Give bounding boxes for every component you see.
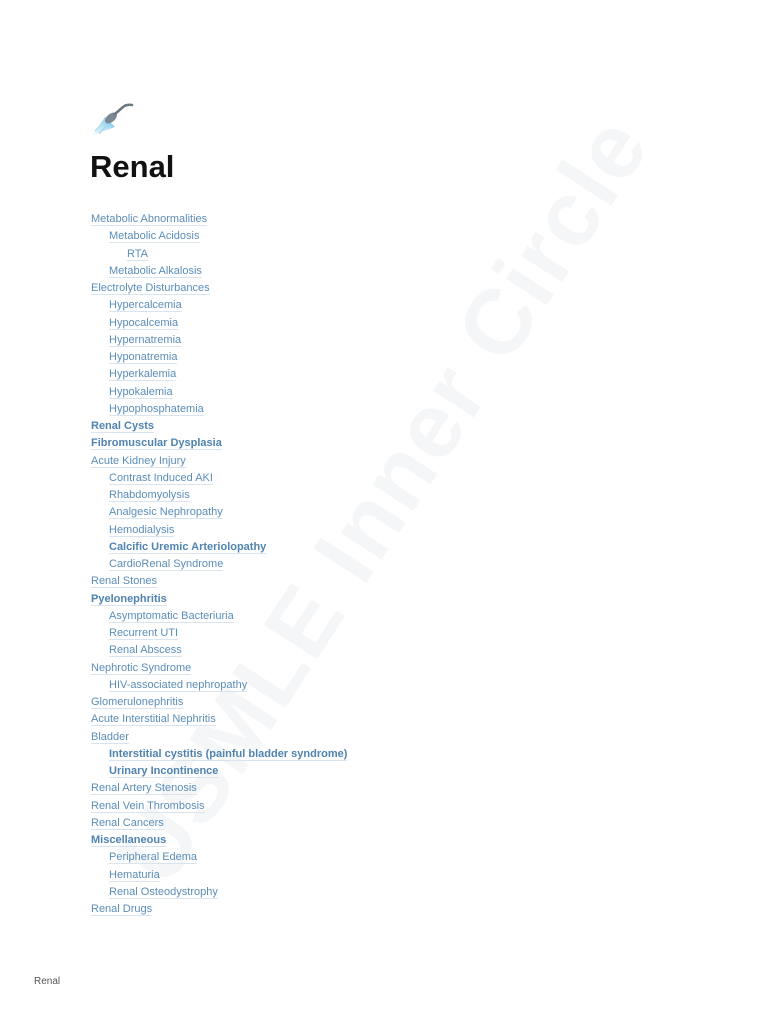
toc-link[interactable]: Hematuria	[109, 868, 160, 881]
toc-link[interactable]: Metabolic Abnormalities	[91, 213, 208, 225]
toc-item	[91, 591, 347, 608]
table-of-contents	[91, 211, 347, 918]
toc-link[interactable]: Hypercalcemia	[109, 299, 182, 312]
toc-item	[91, 539, 347, 556]
toc-item	[91, 280, 347, 297]
toc-item	[91, 453, 347, 470]
toc-link[interactable]: Hemodialysis	[109, 523, 175, 536]
toc-link[interactable]: Hypocalcemia	[109, 316, 179, 329]
toc-item	[91, 677, 347, 694]
toc-link[interactable]: Contrast Induced AKI	[109, 471, 213, 484]
toc-item	[91, 660, 347, 677]
toc-item	[91, 608, 347, 625]
toc-link[interactable]: Metabolic Alkalosis	[109, 264, 202, 277]
toc-item	[91, 729, 347, 746]
toc-item	[91, 556, 347, 573]
toc-item	[91, 435, 347, 452]
toc-link[interactable]: Fibromuscular Dysplasia	[91, 437, 222, 450]
toc-item	[91, 573, 347, 590]
toc-link[interactable]: Hyponatremia	[109, 351, 178, 363]
toc-link[interactable]: Electrolyte Disturbances	[91, 282, 210, 294]
toc-link[interactable]: Renal Stones	[91, 575, 158, 588]
toc-item	[91, 504, 347, 521]
toc-item	[91, 832, 347, 849]
toc-link[interactable]: Hypernatremia	[109, 333, 182, 346]
toc-link[interactable]: Nephrotic Syndrome	[91, 661, 192, 674]
toc-item	[91, 366, 347, 383]
toc-link[interactable]: Renal Cancers	[91, 816, 164, 829]
toc-link[interactable]: Renal Artery Stenosis	[91, 782, 197, 795]
page-title: Renal	[90, 149, 175, 184]
toc-link[interactable]: Acute Kidney Injury	[91, 454, 186, 467]
toc-link[interactable]: Acute Interstitial Nephritis	[91, 713, 216, 726]
toc-item	[91, 867, 347, 884]
toc-item	[91, 315, 347, 332]
toc-link[interactable]: Glomerulonephritis	[91, 696, 184, 708]
toc-link[interactable]: Hypophosphatemia	[109, 402, 204, 415]
toc-link[interactable]: Bladder	[91, 730, 129, 743]
toc-link[interactable]: Rhabdomyolysis	[109, 489, 190, 501]
toc-link[interactable]: Renal Osteodystrophy	[109, 885, 218, 898]
toc-item	[91, 763, 347, 780]
toc-item	[91, 384, 347, 401]
toc-item	[91, 228, 347, 245]
toc-item	[91, 349, 347, 366]
toc-link[interactable]: Renal Vein Thrombosis	[91, 799, 205, 812]
toc-item	[91, 332, 347, 349]
toc-item	[91, 901, 347, 918]
toc-link[interactable]: Calcific Uremic Arteriolopathy	[109, 540, 267, 553]
toc-item	[91, 884, 347, 901]
toc-link[interactable]: Analgesic Nephropathy	[109, 506, 223, 519]
toc-link[interactable]: Renal Cysts	[91, 420, 154, 432]
toc-link[interactable]: CardioRenal Syndrome	[109, 558, 224, 570]
toc-link[interactable]: Metabolic Acidosis	[109, 230, 200, 243]
toc-item	[91, 798, 347, 815]
toc-link[interactable]: Miscellaneous	[91, 834, 167, 846]
toc-item	[91, 642, 347, 659]
toc-item	[91, 780, 347, 797]
toc-link[interactable]: Urinary Incontinence	[109, 765, 219, 777]
toc-link[interactable]: Hypokalemia	[109, 385, 173, 398]
toc-link[interactable]: RTA	[127, 247, 148, 260]
toc-item	[91, 487, 347, 504]
toc-item	[91, 746, 347, 763]
toc-link[interactable]: Pyelonephritis	[91, 592, 167, 605]
toc-item	[91, 297, 347, 314]
toc-link[interactable]: Renal Drugs	[91, 903, 153, 915]
toc-link[interactable]: Peripheral Edema	[109, 851, 198, 864]
footer-page-label: Renal	[34, 976, 61, 987]
toc-item	[91, 263, 347, 280]
toc-item	[91, 625, 347, 642]
toc-link[interactable]: Hyperkalemia	[109, 368, 177, 381]
toc-link[interactable]: HIV-associated nephropathy	[109, 678, 248, 691]
toc-item	[91, 815, 347, 832]
toc-link[interactable]: Interstitial cystitis (painful bladder syndrome)	[109, 747, 348, 760]
toc-item	[91, 211, 347, 228]
toc-link[interactable]: Renal Abscess	[109, 644, 182, 657]
toc-item	[91, 849, 347, 866]
toc-link[interactable]: Asymptomatic Bacteriuria	[109, 609, 234, 622]
toc-item	[91, 418, 347, 435]
toc-item	[91, 694, 347, 711]
toc-item	[91, 401, 347, 418]
toc-item	[91, 246, 347, 263]
toc-item	[91, 711, 347, 728]
toc-link[interactable]: Recurrent UTI	[109, 627, 179, 639]
toc-item	[91, 522, 347, 539]
toc-item	[91, 470, 347, 487]
shower-head-icon	[91, 101, 135, 141]
